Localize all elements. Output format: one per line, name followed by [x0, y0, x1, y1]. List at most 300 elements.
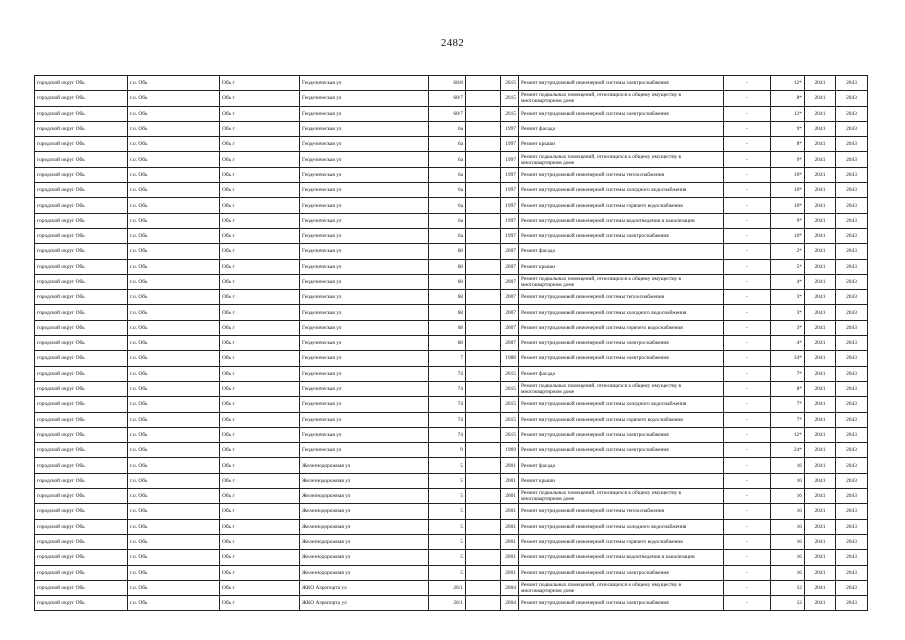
cell-service-life: 12: [771, 580, 805, 595]
cell-house-number: 74: [429, 397, 466, 412]
cell-blank: [466, 228, 501, 243]
cell-district: г.о. Обь: [128, 290, 220, 305]
cell-blank: [466, 259, 501, 274]
cell-plan-end-year: 2043: [836, 320, 868, 335]
cell-municipality: городской округ Обь: [35, 167, 128, 182]
cell-service-life: 3*: [771, 320, 805, 335]
cell-plan-end-year: 2043: [836, 366, 868, 381]
cell-settlement: Обь г: [220, 351, 300, 366]
cell-municipality: городской округ Обь: [35, 473, 128, 488]
cell-work-type: Ремонт подвальных помещений, относящихся к общему имуществу в многоквартирном доме: [519, 580, 724, 595]
cell-municipality: городской округ Обь: [35, 443, 128, 458]
cell-house-number: 68/7: [429, 106, 466, 121]
cell-house-number: 6а: [429, 228, 466, 243]
cell-plan-start-year: 2041: [805, 519, 836, 534]
cell-plan-start-year: 2041: [805, 106, 836, 121]
cell-service-life: 16: [771, 458, 805, 473]
cell-status: -: [724, 443, 771, 458]
cell-service-life: 8*: [771, 137, 805, 152]
cell-plan-end-year: 2043: [836, 228, 868, 243]
table-row: [35, 137, 868, 152]
cell-settlement: Обь г: [220, 183, 300, 198]
cell-work-type: Ремонт подвальных помещений, относящихся к общему имуществу в многоквартирном доме: [519, 489, 724, 504]
cell-work-type: Ремонт внутридомовой инженерной системы электроснабжения: [519, 76, 724, 91]
table-row: [35, 351, 868, 366]
cell-service-life: 16: [771, 473, 805, 488]
cell-year-built: 2001: [501, 534, 519, 549]
cell-year-built: 2015: [501, 76, 519, 91]
cell-plan-start-year: 2041: [805, 183, 836, 198]
cell-plan-end-year: 2043: [836, 580, 868, 595]
cell-settlement: Обь г: [220, 167, 300, 182]
cell-house-number: 5: [429, 565, 466, 580]
cell-street: Геодезическая ул: [300, 198, 429, 213]
cell-service-life: 16: [771, 519, 805, 534]
cell-blank: [466, 504, 501, 519]
cell-district: г.о. Обь: [128, 427, 220, 442]
cell-service-life: 3*: [771, 290, 805, 305]
cell-street: Железнодорожная ул: [300, 504, 429, 519]
cell-house-number: 6а: [429, 167, 466, 182]
cell-blank: [466, 106, 501, 121]
cell-plan-end-year: 2043: [836, 504, 868, 519]
cell-status: -: [724, 596, 771, 611]
cell-district: г.о. Обь: [128, 121, 220, 136]
cell-status: -: [724, 274, 771, 289]
cell-plan-end-year: 2043: [836, 550, 868, 565]
cell-work-type: Ремонт внутридомовой инженерной системы водоотведения и канализации: [519, 213, 724, 228]
cell-house-number: 68: [429, 290, 466, 305]
cell-plan-end-year: 2043: [836, 183, 868, 198]
cell-service-life: 9*: [771, 152, 805, 167]
cell-service-life: 24*: [771, 443, 805, 458]
cell-plan-start-year: 2041: [805, 565, 836, 580]
cell-status: -: [724, 351, 771, 366]
cell-street: Геодезическая ул: [300, 152, 429, 167]
cell-plan-end-year: 2043: [836, 213, 868, 228]
cell-municipality: городской округ Обь: [35, 213, 128, 228]
cell-street: Геодезическая ул: [300, 183, 429, 198]
cell-service-life: 9*: [771, 213, 805, 228]
cell-municipality: городской округ Обь: [35, 76, 128, 91]
table-row: [35, 550, 868, 565]
cell-status: -: [724, 366, 771, 381]
table-row: [35, 336, 868, 351]
cell-street: Геодезическая ул: [300, 121, 429, 136]
table-row: [35, 443, 868, 458]
cell-municipality: городской округ Обь: [35, 550, 128, 565]
cell-district: г.о. Обь: [128, 91, 220, 106]
cell-year-built: 1988: [501, 351, 519, 366]
cell-house-number: 5: [429, 473, 466, 488]
cell-status: -: [724, 336, 771, 351]
table-row: [35, 121, 868, 136]
cell-status: -: [724, 244, 771, 259]
table-row: [35, 76, 868, 91]
cell-house-number: 6а: [429, 183, 466, 198]
cell-district: г.о. Обь: [128, 473, 220, 488]
cell-blank: [466, 290, 501, 305]
cell-status: -: [724, 473, 771, 488]
cell-municipality: городской округ Обь: [35, 244, 128, 259]
table-row: [35, 596, 868, 611]
table-row: [35, 259, 868, 274]
table-row: [35, 198, 868, 213]
cell-street: Геодезическая ул: [300, 397, 429, 412]
cell-service-life: 3*: [771, 305, 805, 320]
cell-municipality: городской округ Обь: [35, 228, 128, 243]
cell-work-type: Ремонт внутридомовой инженерной системы электроснабжения: [519, 565, 724, 580]
cell-service-life: 12*: [771, 427, 805, 442]
cell-year-built: 2007: [501, 305, 519, 320]
cell-settlement: Обь г: [220, 565, 300, 580]
cell-year-built: 2007: [501, 259, 519, 274]
cell-service-life: 5*: [771, 259, 805, 274]
cell-district: г.о. Обь: [128, 305, 220, 320]
cell-status: -: [724, 121, 771, 136]
table-row: [35, 91, 868, 106]
cell-service-life: 2*: [771, 244, 805, 259]
table-row: [35, 228, 868, 243]
cell-settlement: Обь г: [220, 489, 300, 504]
cell-district: г.о. Обь: [128, 137, 220, 152]
cell-service-life: 16: [771, 565, 805, 580]
cell-house-number: 74: [429, 412, 466, 427]
cell-municipality: городской округ Обь: [35, 198, 128, 213]
cell-blank: [466, 534, 501, 549]
cell-plan-end-year: 2043: [836, 596, 868, 611]
cell-plan-end-year: 2043: [836, 244, 868, 259]
cell-blank: [466, 366, 501, 381]
cell-street: Геодезическая ул: [300, 427, 429, 442]
cell-district: г.о. Обь: [128, 274, 220, 289]
cell-municipality: городской округ Обь: [35, 183, 128, 198]
cell-street: Железнодорожная ул: [300, 458, 429, 473]
cell-status: -: [724, 91, 771, 106]
cell-year-built: 1997: [501, 137, 519, 152]
cell-year-built: 2001: [501, 458, 519, 473]
cell-service-life: 12: [771, 596, 805, 611]
cell-municipality: городской округ Обь: [35, 427, 128, 442]
cell-house-number: 26/1: [429, 596, 466, 611]
cell-plan-start-year: 2041: [805, 336, 836, 351]
cell-status: -: [724, 397, 771, 412]
cell-year-built: 1997: [501, 152, 519, 167]
cell-street: Геодезическая ул: [300, 351, 429, 366]
cell-municipality: городской округ Обь: [35, 381, 128, 396]
cell-service-life: 10*: [771, 198, 805, 213]
cell-plan-start-year: 2041: [805, 259, 836, 274]
cell-settlement: Обь г: [220, 550, 300, 565]
cell-municipality: городской округ Обь: [35, 366, 128, 381]
cell-municipality: городской округ Обь: [35, 596, 128, 611]
cell-plan-end-year: 2043: [836, 290, 868, 305]
cell-house-number: 5: [429, 504, 466, 519]
cell-status: -: [724, 106, 771, 121]
cell-year-built: 2001: [501, 473, 519, 488]
cell-street: Геодезическая ул: [300, 366, 429, 381]
cell-settlement: Обь г: [220, 534, 300, 549]
cell-district: г.о. Обь: [128, 458, 220, 473]
cell-work-type: Ремонт внутридомовой инженерной системы горячего водоснабжения: [519, 534, 724, 549]
cell-service-life: 16: [771, 504, 805, 519]
cell-status: -: [724, 320, 771, 335]
cell-district: г.о. Обь: [128, 596, 220, 611]
cell-settlement: Обь г: [220, 412, 300, 427]
cell-street: Железнодорожная ул: [300, 550, 429, 565]
cell-plan-end-year: 2043: [836, 152, 868, 167]
cell-street: Железнодорожная ул: [300, 473, 429, 488]
cell-status: -: [724, 427, 771, 442]
cell-plan-end-year: 2043: [836, 137, 868, 152]
cell-plan-start-year: 2041: [805, 228, 836, 243]
cell-settlement: Обь г: [220, 121, 300, 136]
cell-settlement: Обь г: [220, 290, 300, 305]
cell-year-built: 2001: [501, 550, 519, 565]
cell-plan-start-year: 2041: [805, 397, 836, 412]
cell-settlement: Обь г: [220, 473, 300, 488]
cell-plan-end-year: 2043: [836, 274, 868, 289]
cell-status: -: [724, 167, 771, 182]
cell-municipality: городской округ Обь: [35, 397, 128, 412]
cell-street: Геодезическая ул: [300, 76, 429, 91]
cell-district: г.о. Обь: [128, 106, 220, 121]
cell-blank: [466, 320, 501, 335]
cell-status: -: [724, 580, 771, 595]
table-row: [35, 381, 868, 396]
cell-blank: [466, 412, 501, 427]
cell-plan-start-year: 2041: [805, 244, 836, 259]
cell-house-number: 68/7: [429, 91, 466, 106]
cell-blank: [466, 473, 501, 488]
cell-year-built: 2007: [501, 290, 519, 305]
cell-blank: [466, 305, 501, 320]
table-row: [35, 167, 868, 182]
cell-status: -: [724, 504, 771, 519]
cell-blank: [466, 244, 501, 259]
cell-work-type: Ремонт фасада: [519, 458, 724, 473]
cell-street: Геодезическая ул: [300, 228, 429, 243]
cell-house-number: 6а: [429, 137, 466, 152]
cell-status: -: [724, 565, 771, 580]
cell-blank: [466, 443, 501, 458]
cell-year-built: 1997: [501, 228, 519, 243]
cell-plan-start-year: 2041: [805, 550, 836, 565]
cell-status: -: [724, 305, 771, 320]
cell-plan-end-year: 2043: [836, 76, 868, 91]
cell-district: г.о. Обь: [128, 259, 220, 274]
cell-year-built: 2015: [501, 427, 519, 442]
cell-plan-end-year: 2043: [836, 336, 868, 351]
cell-service-life: 12*: [771, 76, 805, 91]
cell-year-built: 2007: [501, 320, 519, 335]
cell-status: -: [724, 137, 771, 152]
cell-work-type: Ремонт внутридомовой инженерной системы холодного водоснабжения: [519, 519, 724, 534]
cell-plan-end-year: 2043: [836, 121, 868, 136]
cell-blank: [466, 351, 501, 366]
cell-plan-end-year: 2043: [836, 458, 868, 473]
cell-house-number: 6а: [429, 152, 466, 167]
cell-house-number: 68/8: [429, 76, 466, 91]
table-row: [35, 412, 868, 427]
cell-service-life: 10*: [771, 228, 805, 243]
cell-settlement: Обь г: [220, 305, 300, 320]
cell-settlement: Обь г: [220, 213, 300, 228]
cell-year-built: 1997: [501, 213, 519, 228]
cell-municipality: городской округ Обь: [35, 489, 128, 504]
cell-settlement: Обь г: [220, 458, 300, 473]
cell-blank: [466, 381, 501, 396]
cell-plan-start-year: 2041: [805, 504, 836, 519]
table-row: [35, 397, 868, 412]
cell-district: г.о. Обь: [128, 336, 220, 351]
cell-plan-start-year: 2041: [805, 137, 836, 152]
cell-work-type: Ремонт внутридомовой инженерной системы электроснабжения: [519, 351, 724, 366]
cell-blank: [466, 519, 501, 534]
cell-plan-end-year: 2043: [836, 351, 868, 366]
cell-plan-end-year: 2043: [836, 198, 868, 213]
cell-status: -: [724, 489, 771, 504]
cell-district: г.о. Обь: [128, 519, 220, 534]
table-row: [35, 427, 868, 442]
cell-service-life: 7*: [771, 397, 805, 412]
cell-street: ЖКО Аэропорта ул: [300, 596, 429, 611]
cell-plan-start-year: 2041: [805, 596, 836, 611]
cell-settlement: Обь г: [220, 366, 300, 381]
table-row: [35, 152, 868, 167]
cell-district: г.о. Обь: [128, 565, 220, 580]
cell-year-built: 1997: [501, 198, 519, 213]
cell-service-life: 8*: [771, 381, 805, 396]
cell-district: г.о. Обь: [128, 381, 220, 396]
cell-plan-start-year: 2041: [805, 351, 836, 366]
cell-street: Геодезическая ул: [300, 259, 429, 274]
cell-service-life: 7*: [771, 366, 805, 381]
cell-plan-start-year: 2041: [805, 580, 836, 595]
cell-plan-end-year: 2043: [836, 473, 868, 488]
cell-house-number: 6а: [429, 213, 466, 228]
cell-blank: [466, 397, 501, 412]
cell-blank: [466, 183, 501, 198]
table-row: [35, 504, 868, 519]
cell-blank: [466, 152, 501, 167]
cell-plan-end-year: 2043: [836, 534, 868, 549]
table-body: [35, 76, 868, 611]
cell-settlement: Обь г: [220, 596, 300, 611]
cell-municipality: городской округ Обь: [35, 290, 128, 305]
cell-status: -: [724, 519, 771, 534]
cell-work-type: Ремонт крыши: [519, 137, 724, 152]
cell-year-built: 2007: [501, 336, 519, 351]
cell-status: -: [724, 198, 771, 213]
cell-service-life: 34*: [771, 351, 805, 366]
cell-municipality: городской округ Обь: [35, 152, 128, 167]
cell-plan-start-year: 2041: [805, 167, 836, 182]
cell-work-type: Ремонт внутридомовой инженерной системы теплоснабжения: [519, 290, 724, 305]
cell-municipality: городской округ Обь: [35, 91, 128, 106]
cell-year-built: 1969: [501, 443, 519, 458]
cell-settlement: Обь г: [220, 443, 300, 458]
cell-plan-start-year: 2041: [805, 274, 836, 289]
cell-settlement: Обь г: [220, 91, 300, 106]
cell-plan-end-year: 2043: [836, 397, 868, 412]
cell-blank: [466, 427, 501, 442]
cell-blank: [466, 213, 501, 228]
cell-district: г.о. Обь: [128, 198, 220, 213]
cell-plan-start-year: 2041: [805, 427, 836, 442]
cell-work-type: Ремонт внутридомовой инженерной системы теплоснабжения: [519, 504, 724, 519]
cell-street: Геодезическая ул: [300, 137, 429, 152]
cell-district: г.о. Обь: [128, 228, 220, 243]
cell-plan-start-year: 2041: [805, 305, 836, 320]
cell-house-number: 7: [429, 351, 466, 366]
table-row: [35, 565, 868, 580]
cell-work-type: Ремонт внутридомовой инженерной системы теплоснабжения: [519, 167, 724, 182]
cell-work-type: Ремонт внутридомовой инженерной системы горячего водоснабжения: [519, 320, 724, 335]
cell-work-type: Ремонт подвальных помещений, относящихся к общему имуществу в многоквартирном доме: [519, 91, 724, 106]
cell-municipality: городской округ Обь: [35, 565, 128, 580]
cell-street: Геодезическая ул: [300, 244, 429, 259]
cell-work-type: Ремонт внутридомовой инженерной системы электроснабжения: [519, 106, 724, 121]
cell-blank: [466, 91, 501, 106]
cell-service-life: 16: [771, 534, 805, 549]
cell-service-life: 8*: [771, 91, 805, 106]
cell-municipality: городской округ Обь: [35, 412, 128, 427]
cell-municipality: городской округ Обь: [35, 305, 128, 320]
cell-status: -: [724, 152, 771, 167]
cell-status: -: [724, 183, 771, 198]
cell-house-number: 68: [429, 305, 466, 320]
cell-blank: [466, 76, 501, 91]
cell-blank: [466, 121, 501, 136]
cell-street: Геодезическая ул: [300, 213, 429, 228]
cell-street: Геодезическая ул: [300, 106, 429, 121]
cell-year-built: 2001: [501, 519, 519, 534]
cell-year-built: 2015: [501, 91, 519, 106]
cell-district: г.о. Обь: [128, 213, 220, 228]
cell-settlement: Обь г: [220, 244, 300, 259]
cell-service-life: 4*: [771, 336, 805, 351]
table-row: [35, 106, 868, 121]
cell-municipality: городской округ Обь: [35, 458, 128, 473]
cell-street: Железнодорожная ул: [300, 565, 429, 580]
cell-plan-end-year: 2043: [836, 91, 868, 106]
cell-service-life: 16: [771, 550, 805, 565]
cell-work-type: Ремонт крыши: [519, 473, 724, 488]
table-row: [35, 366, 868, 381]
table-row: [35, 580, 868, 595]
cell-district: г.о. Обь: [128, 580, 220, 595]
cell-work-type: Ремонт внутридомовой инженерной системы холодного водоснабжения: [519, 305, 724, 320]
cell-status: -: [724, 213, 771, 228]
cell-work-type: Ремонт внутридомовой инженерной системы электроснабжения: [519, 336, 724, 351]
table-row: [35, 519, 868, 534]
cell-plan-end-year: 2043: [836, 305, 868, 320]
cell-plan-start-year: 2041: [805, 320, 836, 335]
cell-house-number: 6а: [429, 198, 466, 213]
cell-settlement: Обь г: [220, 427, 300, 442]
cell-settlement: Обь г: [220, 580, 300, 595]
cell-year-built: 2007: [501, 274, 519, 289]
table-row: [35, 473, 868, 488]
cell-plan-end-year: 2043: [836, 565, 868, 580]
cell-settlement: Обь г: [220, 519, 300, 534]
cell-district: г.о. Обь: [128, 504, 220, 519]
cell-work-type: Ремонт внутридомовой инженерной системы горячего водоснабжения: [519, 198, 724, 213]
cell-street: Геодезическая ул: [300, 274, 429, 289]
cell-status: -: [724, 228, 771, 243]
cell-municipality: городской округ Обь: [35, 106, 128, 121]
